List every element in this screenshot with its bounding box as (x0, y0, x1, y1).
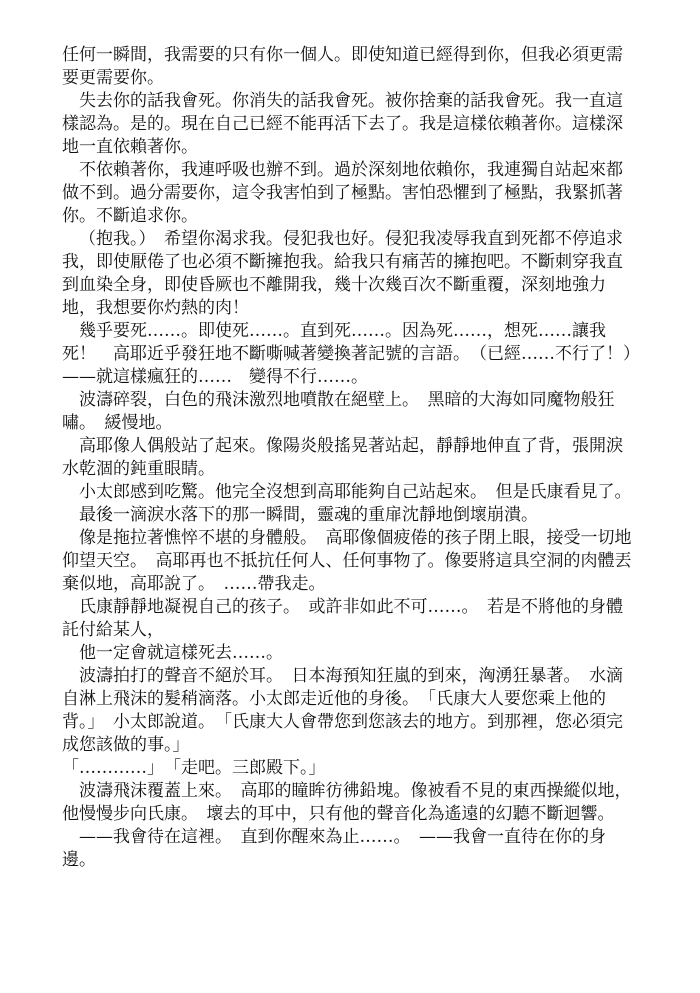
paragraph: ——我會待在這裡。 直到你醒來為止……。 ——我會一直待在你的身邊。 (62, 827, 606, 870)
paragraph: 波濤飛沫覆蓋上來。 高耶的瞳眸彷彿鉛塊。像被看不見的東西操縱似地，他慢慢步向氏康。 壞去的耳中，只有他的聲音化為遙遠的幻聽不斷迴響。 (62, 781, 632, 824)
paragraph: 像是拖拉著憔悴不堪的身體般。 高耶像個疲倦的孩子閉上眼，接受一切地仰望天空。 高耶再也不抵抗任何人、任何事物了。像要將這具空洞的肉體丟棄似地，高耶說了。 ……帶我走。 (62, 528, 632, 594)
paragraph: （抱我。） 希望你渴求我。侵犯我也好。侵犯我凌辱我直到死都不停追求我，即使厭倦了也必須不斷擁抱我。給我只有痛苦的擁抱吧。不斷刺穿我直到血染全身，即使昏厥也不離開我，幾十次幾百次不斷重覆，深刻地強力地，我想要你灼熱的肉！ (62, 229, 623, 318)
paragraph: 波濤拍打的聲音不絕於耳。 日本海預知狂嵐的到來，洶湧狂暴著。 水滴自淋上飛沫的髮稍滴落。小太郎走近他的身後。 「氏康大人要您乘上他的背。」 小太郎說道。 「氏康大人會帶您到您該去的地方。到那裡，您必須完成您該做的事。」 (62, 666, 623, 755)
paragraph: 小太郎感到吃驚。他完全沒想到高耶能夠自己站起來。 但是氏康看見了。 (79, 482, 632, 502)
document-body (62, 44, 649, 872)
paragraph: 波濤碎裂，白色的飛沫激烈地噴散在絕壁上。 黑暗的大海如同魔物般狂嘯。 緩慢地。 (62, 390, 615, 433)
paragraph: 「…………」 「走吧。三郎殿下。」 (62, 758, 326, 778)
paragraph: 高耶像人偶般站了起來。像陽炎般搖晃著站起，靜靜地伸直了背，張開淚水乾涸的鈍重眼睛。 (62, 436, 623, 479)
paragraph: 任何一瞬間，我需要的只有你一個人。即使知道已經得到你，但我必須更需要更需要你。 (62, 45, 623, 88)
paragraph: 幾乎要死……。即使死……。直到死……。因為死……，想死……讓我死！ 高耶近乎發狂地不斷嘶喊著變換著記號的言語。 （已經……不行了！） ——就這樣瘋狂的…… 變得不行……。 (62, 321, 649, 387)
paragraph: 他一定會就這樣死去……。 (79, 643, 283, 663)
paragraph: 不依賴著你，我連呼吸也辦不到。過於深刻地依賴你，我連獨自站起來都做不到。過分需要你，這令我害怕到了極點。害怕恐懼到了極點，我緊抓著你。不斷追求你。 (62, 160, 623, 226)
paragraph: 失去你的話我會死。你消失的話我會死。被你捨棄的話我會死。我一直這樣認為。是的。現在自己已經不能再活下去了。我是這樣依賴著你。這樣深地一直依賴著你。 (62, 91, 623, 157)
paragraph: 最後一滴淚水落下的那一瞬間，靈魂的重扉沈靜地倒壞崩潰。 (79, 505, 538, 525)
paragraph: 氏康靜靜地凝視自己的孩子。 或許非如此不可……。 若是不將他的身體託付給某人， (62, 597, 623, 640)
